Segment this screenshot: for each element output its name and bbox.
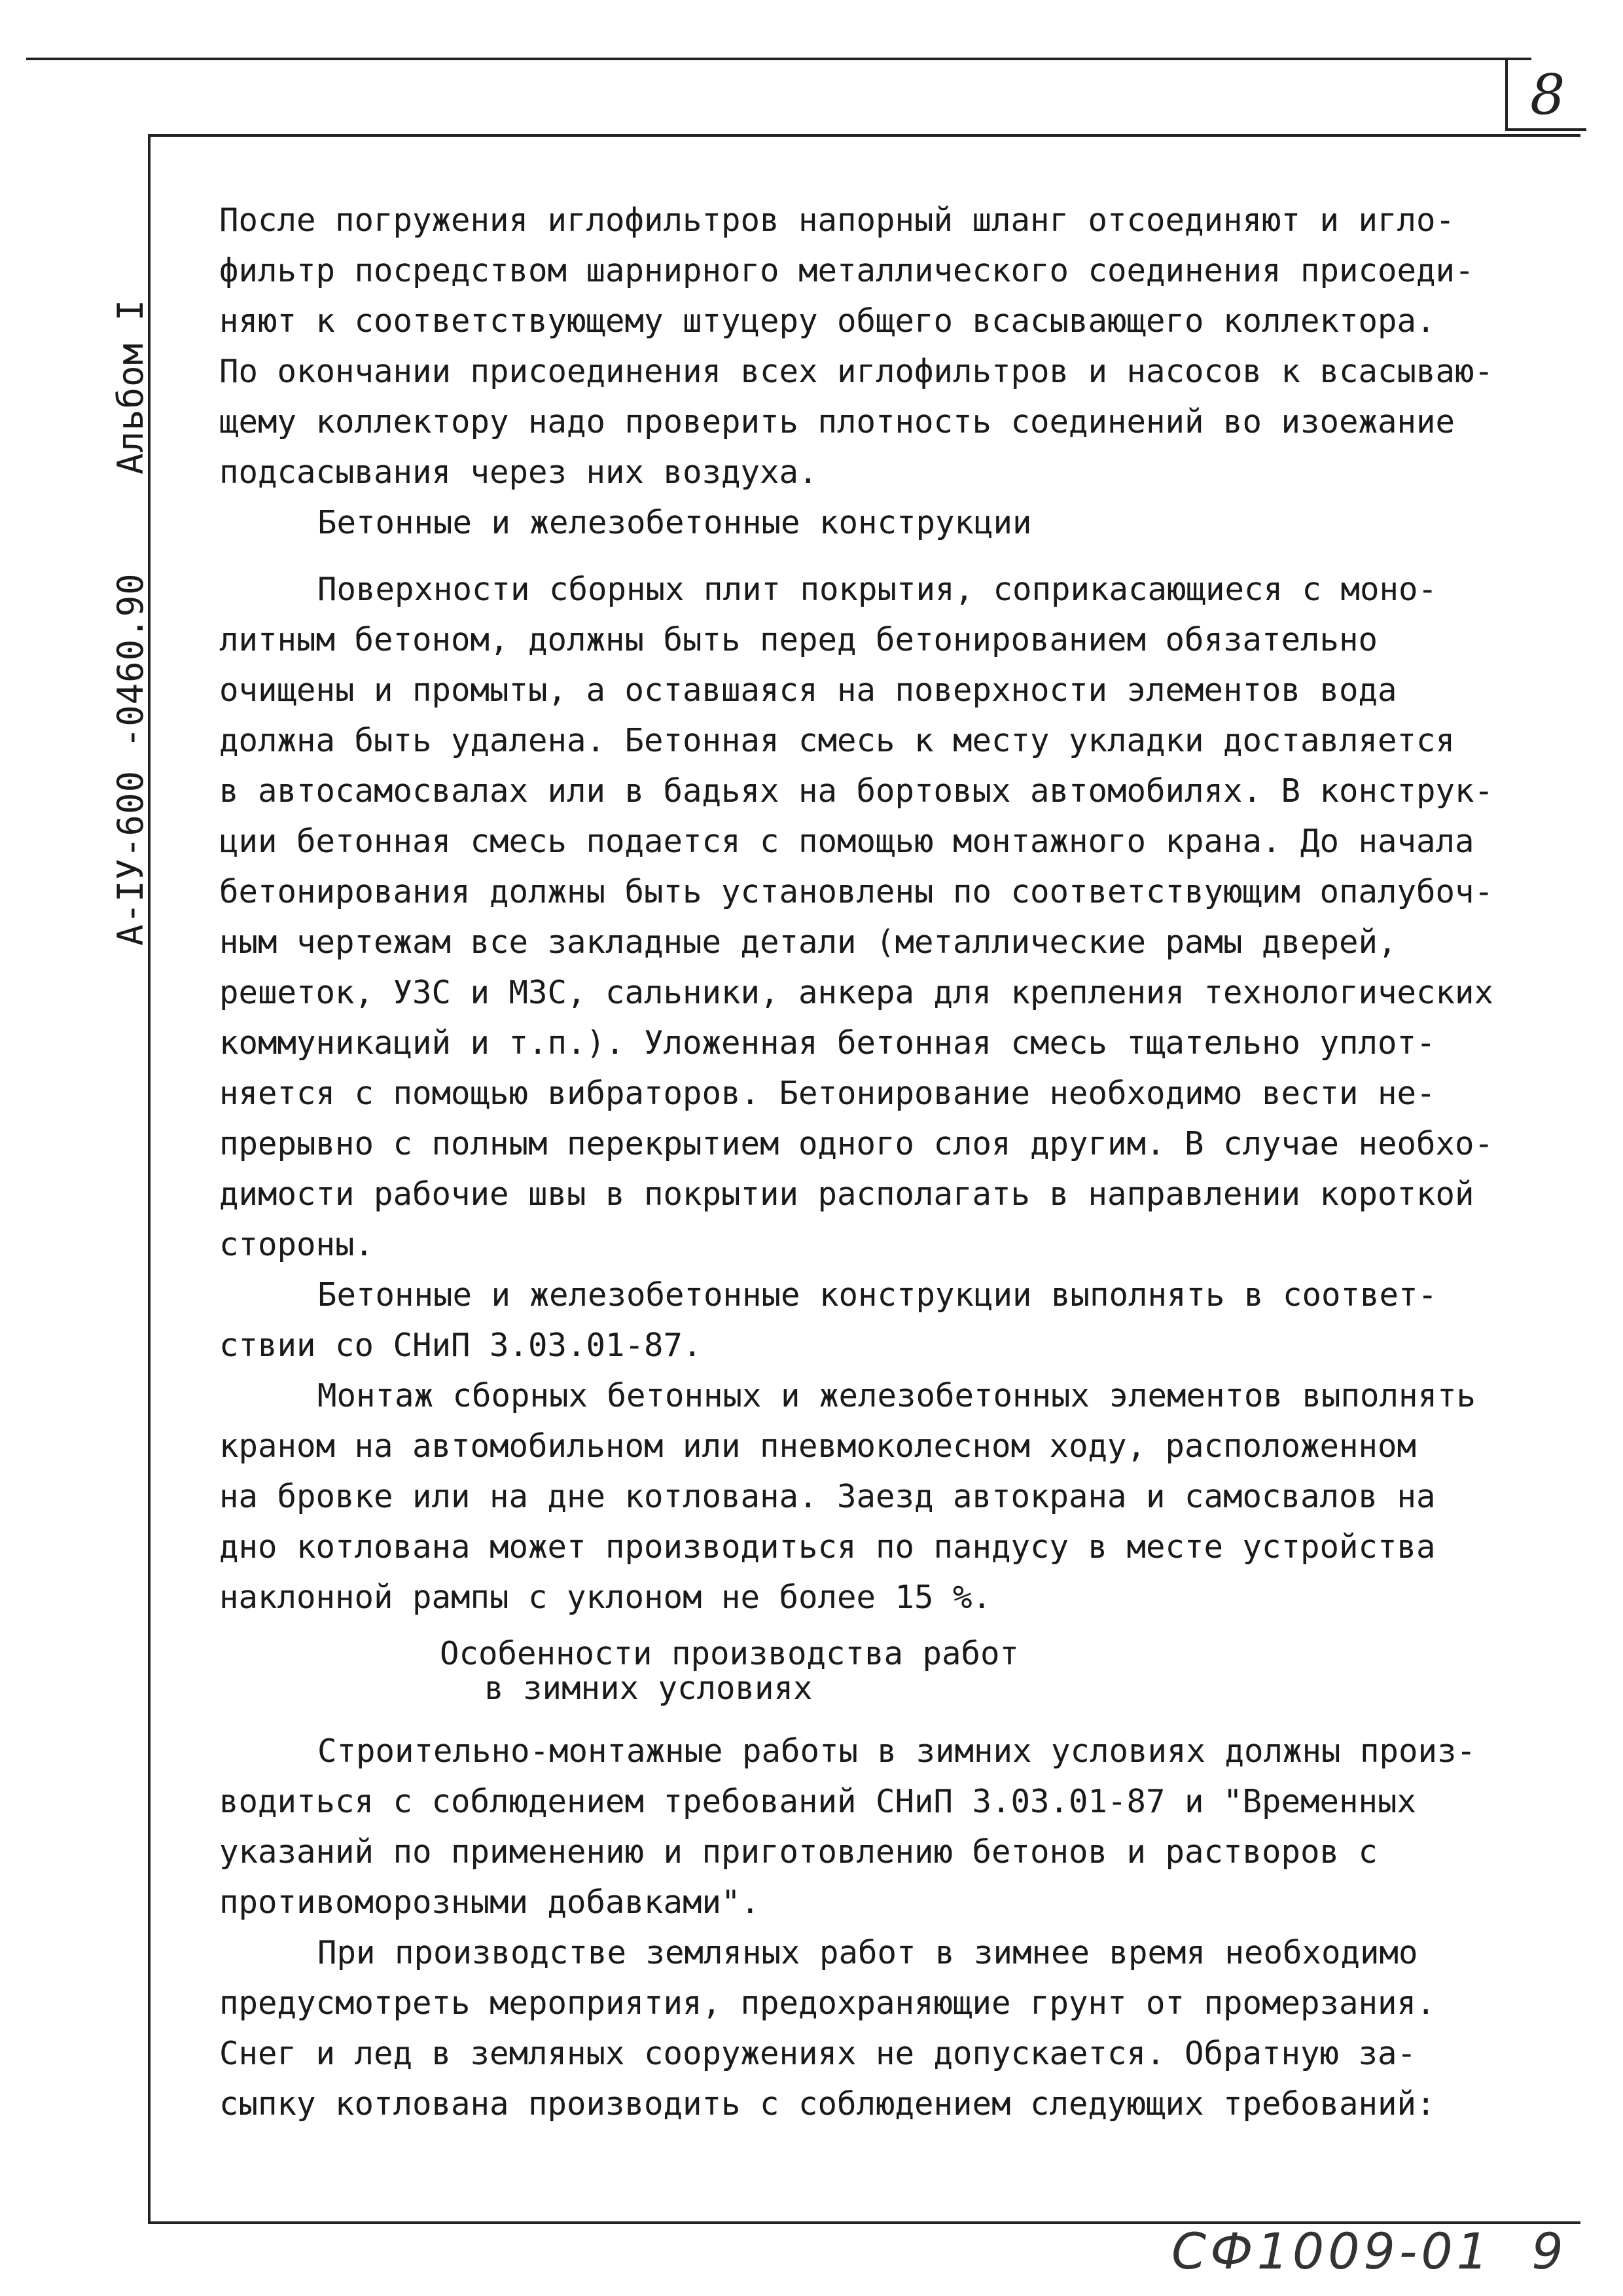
text-line: бетонирования должны быть установлены по соответствующим опалубоч- bbox=[219, 873, 1494, 910]
section-heading-winter-line2: в зимних условиях bbox=[484, 1670, 813, 1707]
section-heading-concrete: Бетонные и железобетонные конструкции bbox=[317, 504, 1032, 541]
document-body-winter bbox=[219, 1726, 1554, 2129]
text-line: наклонной рампы с уклоном не более 15 %. bbox=[219, 1579, 992, 1616]
document-body bbox=[219, 195, 1554, 1623]
top-rule bbox=[26, 58, 1531, 60]
text-line: дно котлована может производиться по пандусу в месте устройства bbox=[219, 1528, 1436, 1566]
text-line: в автосамосвалах или в бадьях на бортовых автомобилях. В конструк- bbox=[219, 772, 1494, 810]
text-line: димости рабочие швы в покрытии располагать в направлении короткой bbox=[219, 1175, 1474, 1213]
text-line: При производстве земляных работ в зимнее время необходимо bbox=[317, 1934, 1418, 1971]
text-line: предусмотреть мероприятия, предохраняющие грунт от промерзания. bbox=[219, 1984, 1436, 2022]
text-line: После погружения иглофильтров напорный шланг отсоединяют и игло- bbox=[219, 202, 1455, 239]
text-line: няют к соответствующему штуцеру общего всасывающего коллектора. bbox=[219, 302, 1436, 340]
text-line: решеток, УЗС и МЗС, сальники, анкера для крепления технологических bbox=[219, 974, 1494, 1011]
text-line: фильтр посредством шарнирного металлического соединения присоеди- bbox=[219, 252, 1474, 289]
text-line: противоморозными добавками". bbox=[219, 1884, 760, 1921]
text-line: коммуникаций и т.п.). Уложенная бетонная смесь тщательно уплот- bbox=[219, 1024, 1436, 1062]
text-line: няется с помощью вибраторов. Бетонирование необходимо вести не- bbox=[219, 1075, 1436, 1112]
text-line: должна быть удалена. Бетонная смесь к месту укладки доставляется bbox=[219, 722, 1455, 759]
text-line: литным бетоном, должны быть перед бетонированием обязательно bbox=[219, 621, 1378, 658]
text-line: Поверхности сборных плит покрытия, соприкасающиеся с моно- bbox=[317, 571, 1438, 608]
text-line: указаний по применению и приготовлению бетонов и растворов с bbox=[219, 1833, 1378, 1871]
text-line: Снег и лед в земляных сооружениях не допускается. Обратную за- bbox=[219, 2035, 1417, 2072]
spacer bbox=[219, 548, 1554, 564]
side-label-code: А-IУ-600 -0460.90 bbox=[110, 573, 151, 946]
text-line: щему коллектору надо проверить плотность соединений во изоежание bbox=[219, 403, 1455, 440]
text-line: По окончании присоединения всех иглофильтров и насосов к всасываю- bbox=[219, 353, 1494, 390]
text-line: прерывно с полным перекрытием одного слоя другим. В случае необхо- bbox=[219, 1125, 1494, 1162]
text-line: сыпку котлована производить с соблюдением следующих требований: bbox=[219, 2085, 1436, 2123]
footer-document-code: СФ1009-01 9 bbox=[1171, 2222, 1567, 2280]
text-line: водиться с соблюдением требований СНиП 3.03.01-87 и "Временных bbox=[219, 1783, 1417, 1820]
side-label-album: Альбом I bbox=[110, 298, 151, 475]
text-line: ным чертежам все закладные детали (металлические рамы дверей, bbox=[219, 924, 1397, 961]
text-line: стороны. bbox=[219, 1226, 374, 1263]
text-line: на бровке или на дне котлована. Заезд автокрана и самосвалов на bbox=[219, 1478, 1436, 1515]
text-line: Монтаж сборных бетонных и железобетонных элементов выполнять bbox=[317, 1377, 1476, 1414]
page-number: 8 bbox=[1530, 63, 1565, 127]
text-line: очищены и промыты, а оставшаяся на поверхности элементов вода bbox=[219, 672, 1397, 709]
text-line: подсасывания через них воздуха. bbox=[219, 454, 818, 491]
text-line: ции бетонная смесь подается с помощью монтажного крана. До начала bbox=[219, 823, 1474, 860]
section-heading-winter-line1: Особенности производства работ bbox=[440, 1635, 1020, 1672]
text-line: ствии со СНиП 3.03.01-87. bbox=[219, 1327, 702, 1364]
text-line: Строительно-монтажные работы в зимних условиях должны произ- bbox=[317, 1732, 1476, 1770]
text-line: краном на автомобильном или пневмоколесном ходу, расположенном bbox=[219, 1427, 1417, 1465]
text-line: Бетонные и железобетонные конструкции выполнять в соответ- bbox=[317, 1276, 1438, 1314]
